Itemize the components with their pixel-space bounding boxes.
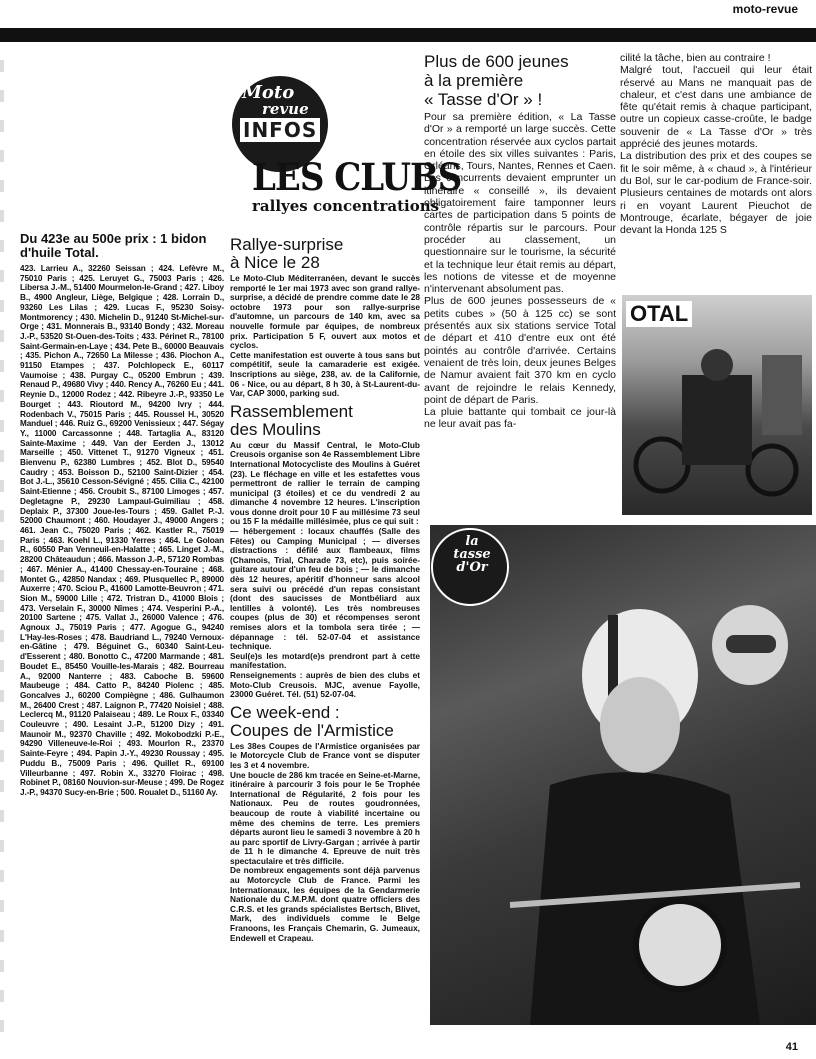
tasse-dor-body1: Pour sa première édition, « La Tasse d'Or » a remporté un large succès. Cette concentration réservée aux cyclos partait en étoile des six villes suivantes : Paris, Orléans, Tours, Nantes, Rennes et Caen. Les concurrents devaient emprunter un itinéraire « conseillé », ils devaient obligatoirement faire tamponner leurs cartes de participation dans 5 points de contrôle répartis sur le parcours. Pour procéder au classement, un questionnaire sur le tourisme, la sécurité et la technique leur était remis au départ, les notions de vitesse et de moyenne n'intervenant absolument pas. [424,111,616,296]
total-sign: OTAL [626,301,692,327]
tasse-dor-continued [620,52,812,294]
tasse-dor-heading-line1: Plus de 600 jeunes [424,52,569,71]
clubs-column [230,232,420,1042]
tasse-dor-badge [444,535,500,574]
article2-body3: Seul(e)s les motard(e)s prendront part à cette manifestation. [230,650,420,671]
section-title: LES CLUBS [252,156,462,200]
tasse-dor-body3: La pluie battante qui tombait ce jour-là ne leur avait pas fa- [424,406,616,431]
tasse-dor-heading [424,52,616,109]
article1-heading-line2: à Nice le 28 [230,253,320,272]
tasse-dor-far-body1: cilité la tâche, bien au contraire ! [620,52,771,64]
article2-heading-line1: Rassemblement [230,401,353,421]
logo-middle: revue [262,100,309,118]
article1-body1: Le Moto-Club Méditerranéen, devant le succès remporté le 1er mai 1973 avec son grand rallye-surprise, a décidé de prendre comme date le 28 octobre 1973 pour son rallye-surprise d'automne, un parcours de 140 km, avec sa nouvelle formule par équipes, de nombreux prix. Participation 5 F, ouvert aux motos et cyclos. [230,273,420,351]
binding-edge [0,60,4,1040]
top-rule [0,28,816,42]
tasse-dor-far-body3: La distribution des prix et des coupes se fit le soir même, à « chaud », à l'intérieur du Bol, sur le car-podium de France-soir. Plusieurs centaines de motards ont alors ri en voyant Laurent Pieuchot de Montrouge, écarlate, bégayer de joie devant la Honda 125 S [620,150,812,237]
article3-heading [230,704,420,740]
article3-body2: Une boucle de 286 km tracée en Seine-et-Marne, itinéraire à parcourir 3 fois pour le 5e Trophée International de Régularité, 2 fois pour les Nationaux. Peu de routes goudronnées, beaucoup de route à viabilité incertaine ou même des chemins de terre. Les premiers départs auront lieu le samedi 3 novembre à 20 h au parc sportif de Livry-Gargan ; arrivée à partir de 11 h le dimanche 4. Epreuve de nuit très spectaculaire et très difficile. [230,769,420,866]
logo-top: Moto [242,82,295,103]
tasse-dor-column [424,52,616,522]
photo2-illustration [430,525,816,1025]
rally-photo-motorcycles [622,295,812,515]
badge-line3: d'Or [456,560,488,575]
winners-column [20,232,224,1042]
page-number: 41 [785,1041,798,1053]
tasse-dor-heading-line2: à la première [424,71,524,90]
article1-heading [230,236,420,272]
badge-line1: la [465,534,479,549]
article1-heading-line1: Rallye-surprise [230,235,344,254]
tasse-dor-far-body2: Malgré tout, l'accueil qui leur était réservé au Mans ne manquait pas de chaleur, et c'est dans une ambiance de fête qu'était remis à chaque participant, outre un copieux casse-croûte, le badge souvenir de « La Tasse d'Or » très apprécié des jeunes motards. [620,64,812,151]
article2-heading-line2: des Moulins [230,419,321,439]
article3-body1: Les 38es Coupes de l'Armistice organisées par le Motorcycle Club de France vont se disputer les 3 et 4 novembre. [230,740,420,770]
article2-body2: — hébergement : locaux chauffés (Salle des Fêtes) ou Camping Municipal ; — diverses distractions : défilé aux flambeaux, films (Chamois, Trial, Charade 73, etc), puis soirée-guitare autour d'un feu de bois ; — le dimanche dès 12 heures, apéritif d'honneur sans alcool sera suivi ou précédé d'un repas consistant (dont des saucisses de Montbéliard aux lentilles à volonté). Les très nombreuses coupes (plus de 30) et récompenses seront remises alors et la tombola sera tirée ; — dépannage : tél. 52-07-04 et assistance technique. [230,526,420,652]
section-subtitle: rallyes concentrations [252,197,440,215]
article1-body2: Cette manifestation est ouverte à tous sans but compétitif, seule la camaraderie est exigée. Inscriptions au siège, 238, av. de la Californie, 06 - Nice, ou au départ, 8 h 30, à St-Laurent-du-Var, CAP 3000, parking sud. [230,349,420,399]
magazine-name: moto-revue [732,2,798,16]
badge-line2: tasse [453,547,491,562]
photo1-illustration [622,295,812,515]
article3-body3: De nombreux engagements sont déjà parvenus au Motorcycle Club de France. Parmi les Internationaux, les équipes de la Gendarmerie Nationale du C.M.P.M. dont quatre officiers des C.R.S. et les grands spécialistes Bertsch, Blivet, Mark, des individuels comme le Belge Franoons, les Français Chemarin, G. Jumeaux, Endewell et Crapeau. [230,865,420,943]
logo-bottom: INFOS [240,118,320,142]
article2-body4: Renseignements : auprès de bien des clubs et Moto-Club Creusois. MJC, avenue Fayolle, 23000 Guéret. Tél. (51) 52-07-04. [230,669,420,700]
winners-list: 423. Larrieu A., 32260 Seissan ; 424. Lefèvre M., 75010 Paris ; 425. Leruyet G., 75003 Paris ; 426. Libersa J.-M., 51400 Mourmelon-le-Grand ; 427. Liboy B., 4900 Angleur, Liège, Belgique ; 428. Lorrain D., 93260 Les Lilas ; 429. Lucas F., 95230 Soisy-Montmorency ; 430. Michelin D., 91240 St-Michel-sur-Orge ; 431. Monnerais B., 93140 Bondy ; 432. Moreau J.-P., 53520 St-Ouen-des-Toits ; 433. Périnet R., 78100 Saint-Germain-en-Laye ; 434. Pete B., 60000 Beauvais ; 435. Pichon A., 72650 La Milesse ; 436. Piochon A., 91150 Etampes ; 437. Polchlopeck E., 60117 Vaumoise ; 438. Purgay C., 05200 Embrun ; 439. Renaud P., 49680 Vivy ; 440. Rency A., 76260 Eu ; 441. Reynie D., 12000 Rodez ; 442. Ribeyre J.-P., 93350 Le Bourget ; 443. Rioutord M., 94200 Ivry ; 444. Rodenbach V., 75015 Paris ; 445. Roussel H., 30520 Manduel ; 446. Ruiz G., 69200 Venissieux ; 447. Ségay Y., 11000 Carcassonne ; 448. Tartaglia A., 83120 Sainte-Maxime ; 449. Van der Eerden J., 13012 Marseille ; 450. Vittenet T., 91270 Vigneux ; 451. Bienvenu P., 62380 Lumbres ; 452. Blot D., 59540 Caudry ; 453. Boisson D., 52100 Saint-Dizier ; 454. Bot J.-L., 35610 Cesson-Sévigné ; 455. Cilia C., 42100 Saint-Etienne ; 456. Croubit S., 87100 Limoges ; 457. Degletagne P., 29230 Lampaul-Guimiliau ; 458. Deplaix P., 37300 Joue-les-Tours ; 459. Gallet P.-J. 52000 Chaumont ; 460. Houdayer J., 49000 Angers ; 461. Jean C., 75020 Paris ; 462. Kastler R., 75019 Paris ; 463. Koehl L., 91330 Yerres ; 464. Le Goloan R., 60550 Pan Venneuil-en-Halatte ; 465. Linget J.-M., 28200 Châteaudun ; 466. Masson J.-P., 57120 Rombas ; 467. Ménier A., 41400 Chessay-en-Touraine ; 468. Montet G., 42850 Nandax ; 469. Plusquellec P., 89000 Auxerre ; 470. Sciou P., 41600 Lamotte-Beuvron ; 471. Sion M., 59000 Lille ; 472. Tristran D., 41000 Blois ; 473. Verselain F., 30000 Nîmes ; 474. Vesperini P.-A., 20100 Sartene ; 475. Vallat J., 26000 Valence ; 476. Agnoux J., 75019 Paris ; 477. Agogue G., 94240 L'Hay-les-Roses ; 478. Baudriand L., 79240 Vernoux-en-Gâtine ; 479. Béguinet G., 60340 Saint-Leu-d'Esserent ; 480. Bonotto C., 47200 Marmande ; 481. Boudet E., 85450 Vouille-les-Marais ; 482. Bourreau A., 92000 Nanterre ; 483. Caboche B. 59600 Maubeuge ; 484. Catto P., 84240 Piolenc ; 485. Goncalves J., 60200 Compiègne ; 486. Gulhaumon M., 26400 Crest ; 487. Laignon P., 77420 Noisiel ; 488. Leclercq M., 91120 Palaiseau ; 489. Le Roux F., 03340 Couleuvre ; 490. Lesaint J.-P., 51200 Dizy ; 491. Maunoir M., 92370 Chaville ; 492. Mokobodzki P.-E., 94290 Villeneuve-le-Roi ; 493. Mourlon R., 23370 Sainte-Feyre ; 494. Papin J.-Y., 49230 Roussay ; 495. Puddu B., 75009 Paris ; 496. Quillet R., 69100 Villeurbanne ; 497. Robin X., 33270 Floirac ; 498. Robinet P., 08160 Nouvion-sur-Meuse ; 499. De Rogez J.-P., 94370 Sucy-en-Brie ; 500. Roualet D., 51160 Ay. [20,264,224,797]
article2-heading [230,403,420,439]
article3-heading-line2: Coupes de l'Armistice [230,720,394,740]
tasse-dor-body2: Plus de 600 jeunes possesseurs de « petits cubes » (50 à 125 cc) se sont présentés aux six stations service Total de départ et 410 d'entre eux ont été pointés au contrôle d'arrivée. Certains venaient de très loin, deux jeunes Belges de Namur avaient fait 370 km en cyclo avant de rejoindre le relais Kennedy, point de départ de Paris. [424,295,616,406]
article2-body1: Au cœur du Massif Central, le Moto-Club Creusois organise son 4e Rassemblement Libre International Motocycliste des Moulins à Guéret (23). Le fléchage en ville et les estafettes vous permettront de rallier le terrain de camping municipal (3 étoiles) et ce du vendredi 2 au dimanche 4 novembre 12 heures. L'inscription vous donne droit pour 10 F au millésime 73 seul ou 15 F la médaille millésimée, plus ce qui suit : [230,439,420,527]
article3-heading-line1: Ce week-end : [230,702,340,722]
rally-photo-riders [430,525,816,1025]
winners-heading: Du 423e au 500e prix : 1 bidon d'huile Total. [20,232,207,260]
tasse-dor-heading-line3: « Tasse d'Or » ! [424,90,543,109]
